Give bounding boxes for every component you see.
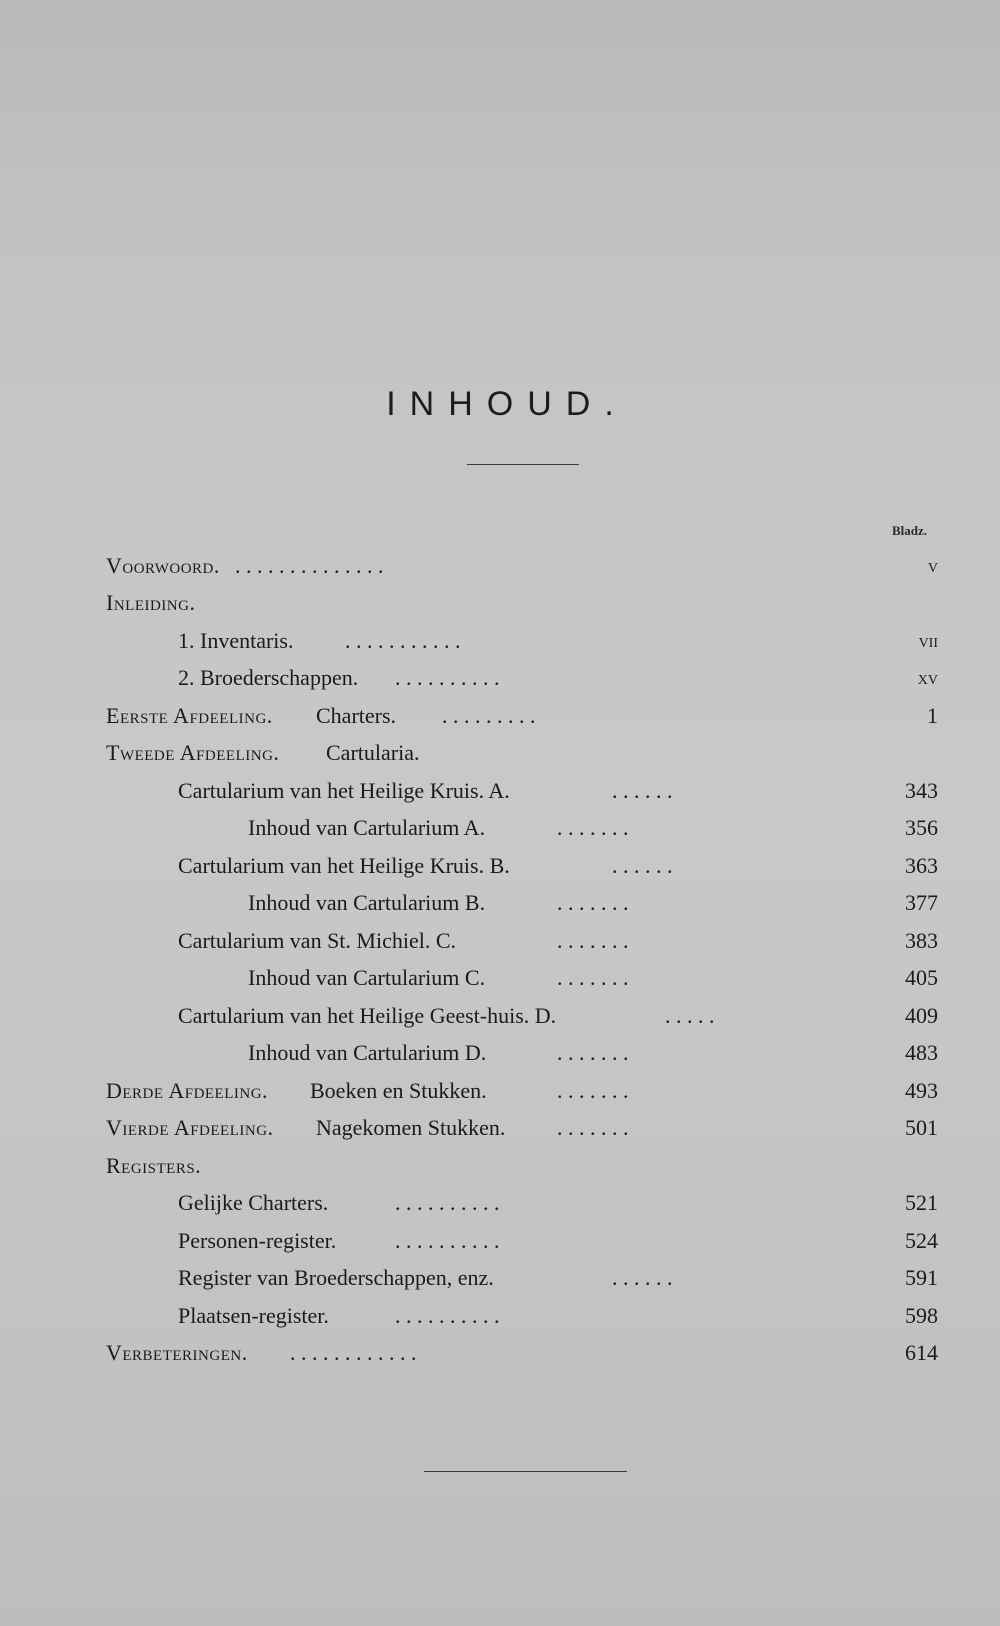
toc-entry [0, 584, 1000, 622]
toc-entry-subtitle: Cartularia. [326, 740, 420, 765]
toc-entry [0, 547, 1000, 585]
dot-leader: . . . . . [665, 1003, 715, 1028]
toc-entry-subtitle: Boeken en Stukken. [310, 1078, 487, 1103]
toc-entry-label: Inhoud van Cartularium A. [248, 815, 486, 840]
toc-entry-page: vii [918, 630, 938, 652]
toc-entry-label: Plaatsen-register. [178, 1303, 329, 1328]
dot-leader: . . . . . . [612, 853, 673, 878]
toc-entry-label: Voorwoord. [106, 553, 220, 578]
toc-entry [0, 884, 1000, 922]
toc-entry [0, 734, 1000, 772]
toc-entry-label: Tweede Afdeeling. [106, 740, 280, 765]
toc-entry [0, 1297, 1000, 1335]
toc-entry-label: Cartularium van het Heilige Kruis. A. [178, 778, 510, 803]
page-column-header: Bladz. [892, 523, 928, 538]
toc-entry [0, 1072, 1000, 1110]
toc-entry-label: Cartularium van het Heilige Kruis. B. [178, 853, 510, 878]
toc-entry-label: Registers. [106, 1153, 202, 1178]
toc-entry-label: Derde Afdeeling. [106, 1078, 269, 1103]
dot-leader: . . . . . . [612, 778, 673, 803]
toc-entry-label: Inhoud van Cartularium B. [248, 890, 486, 915]
dot-leader: . . . . . . . . . . [395, 1228, 500, 1253]
toc-entry-page: 363 [905, 853, 938, 878]
dot-leader: . . . . . . . . . . . . [290, 1340, 417, 1365]
toc-entry-page: v [927, 555, 938, 577]
toc-entry-label: Verbeteringen. [106, 1340, 248, 1365]
dot-leader: . . . . . . . . . . [395, 1190, 500, 1215]
toc-entry-page: 591 [905, 1265, 938, 1290]
toc-entry [0, 922, 1000, 960]
toc-entry-label: 1. Inventaris. [178, 628, 294, 653]
dot-leader: . . . . . . . . . . . [345, 628, 461, 653]
toc-entry-page: 493 [905, 1078, 938, 1103]
toc-entry-page: 501 [905, 1115, 938, 1140]
toc-entry-page: 614 [905, 1340, 938, 1365]
page-title: INHOUD. [386, 385, 628, 423]
dot-leader: . . . . . . . [557, 965, 629, 990]
toc-entry [0, 959, 1000, 997]
dot-leader: . . . . . . . [557, 815, 629, 840]
toc-entry-label: Inhoud van Cartularium D. [248, 1040, 487, 1065]
toc-entry-page: 409 [905, 1003, 938, 1028]
dot-leader: . . . . . . [612, 1265, 673, 1290]
toc-entry-page: 377 [905, 890, 938, 915]
toc-entry [0, 847, 1000, 885]
toc-entry-label: Inleiding. [106, 590, 196, 615]
toc-entry-page: 383 [905, 928, 938, 953]
toc-entry-page: 356 [905, 815, 938, 840]
toc-entry-page: 598 [905, 1303, 938, 1328]
toc-entry-label: Personen-register. [178, 1228, 337, 1253]
dot-leader: . . . . . . . . . . . . . . [235, 553, 384, 578]
toc-entry-label: Cartularium van St. Michiel. C. [178, 928, 457, 953]
toc-entry [0, 1034, 1000, 1072]
dot-leader: . . . . . . . [557, 1078, 629, 1103]
toc-entry [0, 1147, 1000, 1185]
toc-entry [0, 622, 1000, 660]
toc-entry [0, 1109, 1000, 1147]
dot-leader: . . . . . . . [557, 1115, 629, 1140]
dot-leader: . . . . . . . . . . [395, 1303, 500, 1328]
dot-leader: . . . . . . . [557, 1040, 629, 1065]
toc-entry-label: Gelijke Charters. [178, 1190, 329, 1215]
toc-entry [0, 772, 1000, 810]
toc-entry-page: 521 [905, 1190, 938, 1215]
toc-entry-page: 405 [905, 965, 938, 990]
title-divider [467, 464, 579, 465]
toc-entry-page: 1 [927, 703, 938, 728]
toc-entry-label: Vierde Afdeeling. [106, 1115, 274, 1140]
toc-entry [0, 1222, 1000, 1260]
toc-entry [0, 1184, 1000, 1222]
toc-entry-subtitle: Nagekomen Stukken. [316, 1115, 506, 1140]
toc-entry [0, 697, 1000, 735]
toc-entry [0, 809, 1000, 847]
toc-entry [0, 997, 1000, 1035]
closing-divider [424, 1471, 627, 1472]
toc-entry-page: xv [917, 667, 938, 689]
toc-entry-page: 483 [905, 1040, 938, 1065]
toc-entry-subtitle: Charters. [316, 703, 397, 728]
toc-entry [0, 659, 1000, 697]
dot-leader: . . . . . . . . . . [395, 665, 500, 690]
toc-entry-label: Register van Broederschappen, enz. [178, 1265, 494, 1290]
toc-entry-label: 2. Broederschappen. [178, 665, 359, 690]
dot-leader: . . . . . . . [557, 928, 629, 953]
dot-leader: . . . . . . . . . [442, 703, 536, 728]
toc-entry-page: 343 [905, 778, 938, 803]
toc-entry-label: Cartularium van het Heilige Geest-huis. D. [178, 1003, 557, 1028]
dot-leader: . . . . . . . [557, 890, 629, 915]
toc-entry-label: Inhoud van Cartularium C. [248, 965, 486, 990]
toc-entry [0, 1259, 1000, 1297]
toc-entry-label: Eerste Afdeeling. [106, 703, 273, 728]
toc-entry [0, 1334, 1000, 1372]
toc-entry-page: 524 [905, 1228, 938, 1253]
